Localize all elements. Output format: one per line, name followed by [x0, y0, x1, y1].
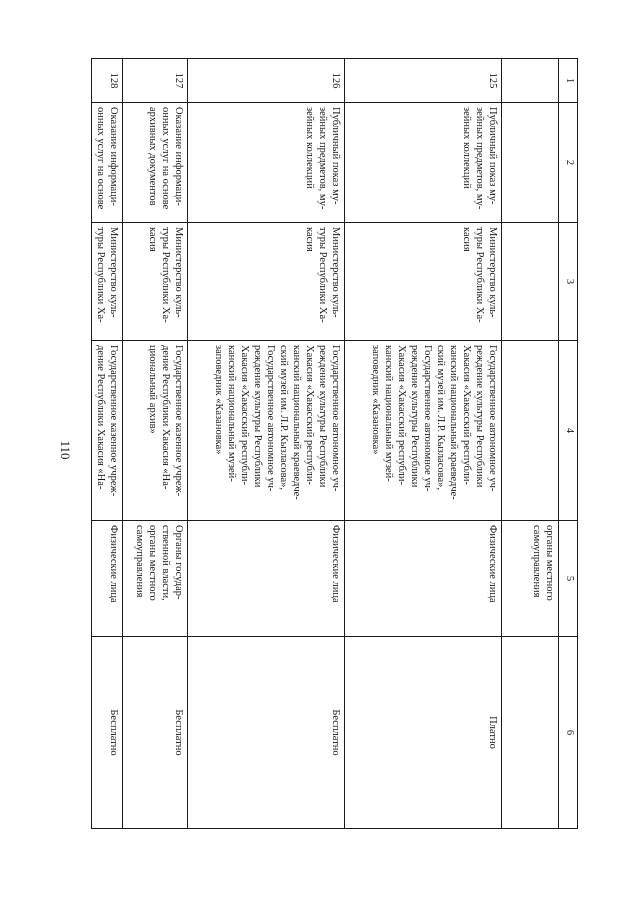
- service-name: Публичный показ му-зейных предметов, му-зейных коллекций: [188, 103, 345, 223]
- ministry: Министерство куль-туры Республики Ха-: [92, 223, 123, 341]
- service-name: Оказание информаци-онных услуг на основе: [92, 103, 123, 223]
- cont-cell-3: [502, 223, 559, 341]
- row-number: 127: [123, 59, 188, 103]
- rotated-page-content: [95, 58, 578, 828]
- cont-cell-4: [502, 341, 559, 521]
- cont-cell-2: [502, 103, 559, 223]
- page-number: 110: [58, 440, 73, 460]
- institution: Государственное автономное уч-реждение культуры Республики Хакасия «Хакасский республи-канский национальный краеведче-ский музей им. Л.Р. Кызласова», Государственное автономное уч-реждение культуры Республики Хакасия «Хакасский республи-канский национальный музей-заповедник «Казановка»: [345, 341, 502, 521]
- header-col-3: 3: [559, 223, 578, 341]
- recipients: Физические лица: [345, 521, 502, 637]
- recipients: Органы государ-ственной власти, органы местного самоуправления: [123, 521, 188, 637]
- header-col-1: 1: [559, 59, 578, 103]
- row-number: 125: [345, 59, 502, 103]
- institution: Государственное автономное уч-реждение культуры Республики Хакасия «Хакасский республи-канский национальный краеведче-ский музей им. Л.Р. Кызласова», Государственное автономное уч-реждение культуры Республики Хакасия «Хакасский республи-канский национальный музей-заповедник «Казановка»: [188, 341, 345, 521]
- table-row: [123, 59, 188, 829]
- header-col-6: 6: [559, 637, 578, 829]
- fee: Бесплатно: [188, 637, 345, 829]
- cont-cell-1: [502, 59, 559, 103]
- service-name: Оказание информаци-онных услуг на основе архивных документов: [123, 103, 188, 223]
- ministry: Министерство куль-туры Республики Ха-касия: [345, 223, 502, 341]
- ministry: Министерство куль-туры Республики Ха-касия: [123, 223, 188, 341]
- ministry: Министерство куль-туры Республики Ха-касия: [188, 223, 345, 341]
- cont-cell-recipients: органы местного самоуправления: [502, 521, 559, 637]
- fee: Бесплатно: [92, 637, 123, 829]
- continuation-row: [502, 59, 559, 829]
- services-table: [91, 58, 578, 829]
- header-col-2: 2: [559, 103, 578, 223]
- table-row: [345, 59, 502, 829]
- header-row: [559, 59, 578, 829]
- header-col-5: 5: [559, 521, 578, 637]
- recipients: Физические лица: [188, 521, 345, 637]
- institution: Государственное казенное учреж-дение Республики Хакасия «На-: [92, 341, 123, 521]
- fee: Бесплатно: [123, 637, 188, 829]
- cont-cell-6: [502, 637, 559, 829]
- recipients: Физические лица: [92, 521, 123, 637]
- table-row: [188, 59, 345, 829]
- row-number: 128: [92, 59, 123, 103]
- row-number: 126: [188, 59, 345, 103]
- institution: Государственное казенное учреж-дение Республики Хакасия «На-циональный архив»: [123, 341, 188, 521]
- fee: Платно: [345, 637, 502, 829]
- table-row: [92, 59, 123, 829]
- header-col-4: 4: [559, 341, 578, 521]
- service-name: Публичный показ му-зейных предметов, му-зейных коллекций: [345, 103, 502, 223]
